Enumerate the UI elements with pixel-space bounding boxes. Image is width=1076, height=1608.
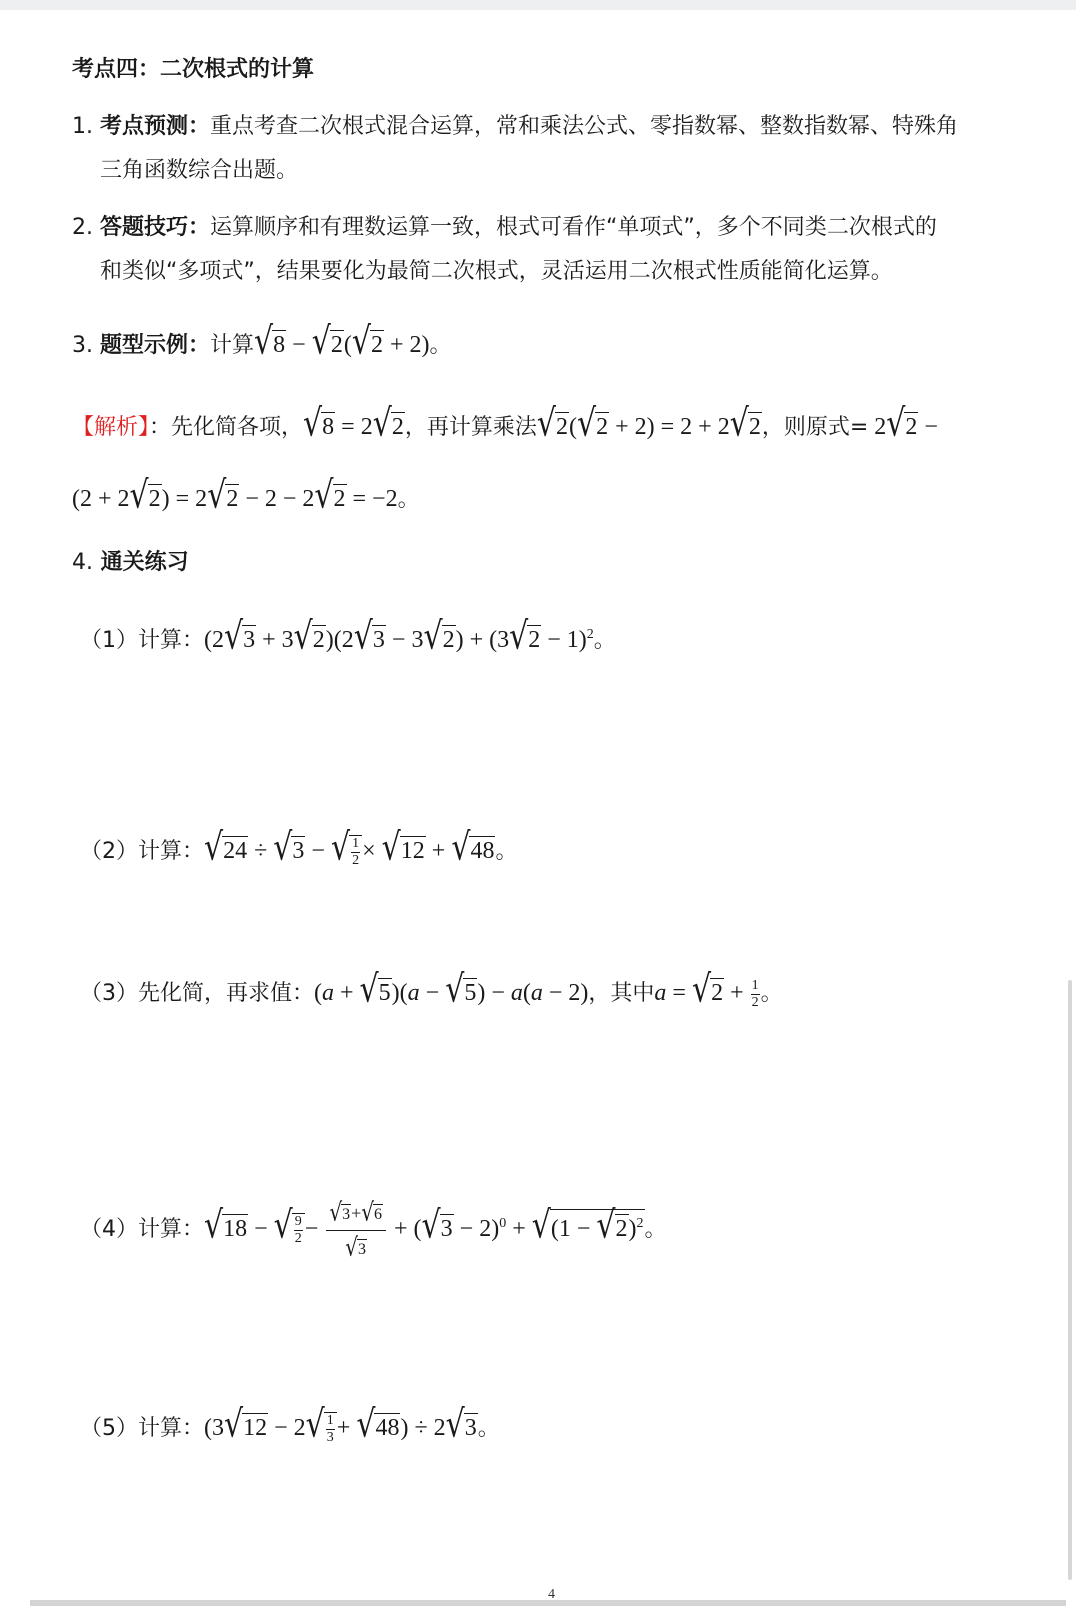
problem-5-label: （5）计算： [80,1416,204,1442]
item-3-number: 3. [72,333,93,358]
item-3-prefix: 计算 [210,333,255,358]
problem-3-mid: ，其中 [588,981,655,1007]
section-title: 考点四：二次根式的计算 [72,57,315,82]
analysis-t3: ，则原式= [761,415,869,440]
page-number: 4 [548,1587,555,1602]
problem-1-formula: $(2√3 + 3√2)(2√3 - 3√2) + (3√2 - 1)^2$ [204,614,594,659]
item-3-label: 题型示例： [100,333,211,358]
item-3: 3. 题型示例：计算√8 − √2(√2 + 2)。 [72,319,452,364]
item-2-text: 运算顺序和有理数运算一致，根式可看作“单项式”，多个不同类二次根式的 [210,215,937,240]
item-2-cont: 和类似“多项式”，结果要化为最简二次根式，灵活运用二次根式性质能简化运算。 [100,259,893,284]
analysis-eq-2: √2(√2 + 2) = 2 + 2√2 [536,401,761,446]
problem-1: （1）计算：$(2√3 + 3√2)(2√3 - 3√2) + (3√2 - 1)^2$。 [80,614,616,659]
item-4 [72,548,189,578]
analysis-eq-1: √8 = 2√2 [303,401,404,446]
item-1-cont: 三角函数综合出题。 [100,158,299,183]
problem-1-label: （1）计算： [80,628,204,653]
problem-2-label: （2）计算： [80,839,204,865]
item-2-number: 2. [72,215,93,240]
analysis-eq-3: 2√2 − [868,401,938,446]
item-1-text: 重点考查二次根式混合运算，常和乘法公式、零指数幂、整数指数幂、特殊角 [210,114,959,139]
problem-5-formula: (3√12 − 2√ $\frac{1}{3}$ + √48) ÷ 2√3 [204,1402,477,1447]
problem-5: （5）计算：(3√12 − 2√ $\frac{1}{3}$ + √48) ÷ 2√3。 [80,1402,500,1447]
analysis-line-2: (2 + 2√2) = 2√2 − 2 − 2√2 = −2。 [72,473,420,518]
item-2 [72,213,937,243]
item-1-label: 考点预测： [100,114,211,139]
item-1-number: 1. [72,114,93,139]
problem-3-formula: (a + √5)(a − √5) − a(a − 2) [314,967,589,1012]
analysis-eq-4: (2 + 2√2) = 2√2 − 2 − 2√2 = −2 [72,473,398,518]
problem-3-condition: a = √2 + $\frac{1}{2}$ [654,967,759,1012]
item-3-formula: √8 − √2(√2 + 2) [254,319,430,364]
analysis-t1: 先化简各项， [171,415,304,440]
analysis-line-1 [72,401,938,446]
problem-4: （4）计算：√18 − √ $\frac{9}{2}$ − $\frac{√3+√6}{√3}$ + $(√3 - 2)^0 + √(1 - √2)^2$。 [80,1196,667,1262]
item-4-label: 通关练习 [100,550,189,575]
analysis-t2: ，再计算乘法 [404,415,537,440]
problem-3-label: （3）先化简，再求值： [80,981,314,1007]
vertical-scrollbar[interactable] [1068,980,1072,1580]
top-bar [0,0,1076,10]
problem-2: （2）计算：√24 ÷ √3 − √ $\frac{1}{2}$ × √12 + √48。 [80,825,518,870]
problem-4-label: （4）计算： [80,1217,204,1243]
analysis-colon: ： [149,415,172,440]
item-1 [72,112,958,142]
problem-4-formula: √18 − √ $\frac{9}{2}$ − $\frac{√3+√6}{√3}$ + $(√3 - 2)^0 + √(1 - √2)^2$ [204,1196,644,1262]
item-2-label: 答题技巧： [100,215,211,240]
problem-2-formula: √24 ÷ √3 − √ $\frac{1}{2}$ × √12 + √48 [204,825,495,870]
item-4-number: 4. [72,550,93,575]
analysis-tag: 【解析】 [72,415,150,440]
problem-3: （3）先化简，再求值：(a + √5)(a − √5) − a(a − 2)，其中a = √2 + $\frac{1}{2}$ 。 [80,967,783,1012]
